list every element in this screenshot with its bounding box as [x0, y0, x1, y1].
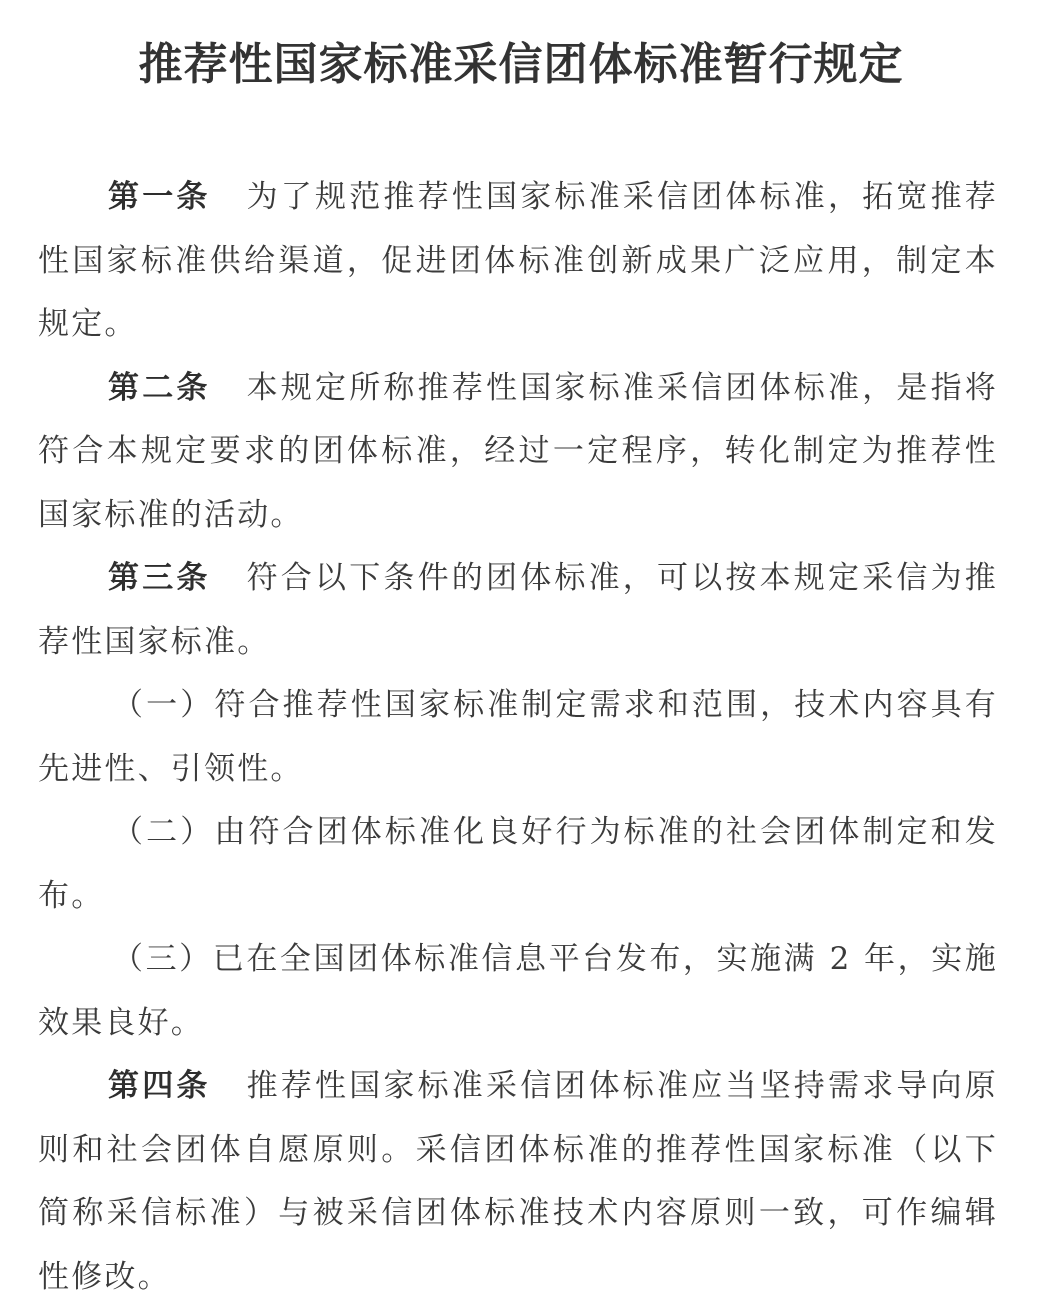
article-3: [38, 547, 998, 674]
article-3-item-3: （三）已在全国团体标准信息平台发布，实施满 2 年，实施效果良好。: [38, 941, 998, 1041]
article-3-item-1: （一）符合推荐性国家标准制定需求和范围，技术内容具有先进性、引领性。: [38, 687, 998, 787]
article-label: 第四条: [108, 1068, 211, 1104]
article-text: 推荐性国家标准采信团体标准应当坚持需求导向原则和社会团体自愿原则。采信团体标准的推荐性国家标准（以下简称采信标准）与被采信团体标准技术内容原则一致，可作编辑性修改。: [38, 1068, 998, 1295]
article-label: 第一条: [108, 179, 211, 215]
document-title: 推荐性国家标准采信团体标准暂行规定: [138, 39, 904, 90]
article-3-item-2: （二）由符合团体标准化良好行为标准的社会团体制定和发布。: [38, 814, 998, 914]
document-body: [38, 166, 998, 1309]
article-1: [38, 166, 998, 357]
article-text: 本规定所称推荐性国家标准采信团体标准，是指将符合本规定要求的团体标准，经过一定程序，转化制定为推荐性国家标准的活动。: [38, 369, 998, 533]
article-2: [38, 357, 998, 548]
article-label: 第三条: [108, 560, 211, 596]
article-text: 为了规范推荐性国家标准采信团体标准，拓宽推荐性国家标准供给渠道，促进团体标准创新成果广泛应用，制定本规定。: [38, 179, 998, 342]
article-4: [38, 1055, 998, 1309]
article-text: 符合以下条件的团体标准，可以按本规定采信为推荐性国家标准。: [38, 560, 998, 660]
article-label: 第二条: [108, 369, 211, 406]
